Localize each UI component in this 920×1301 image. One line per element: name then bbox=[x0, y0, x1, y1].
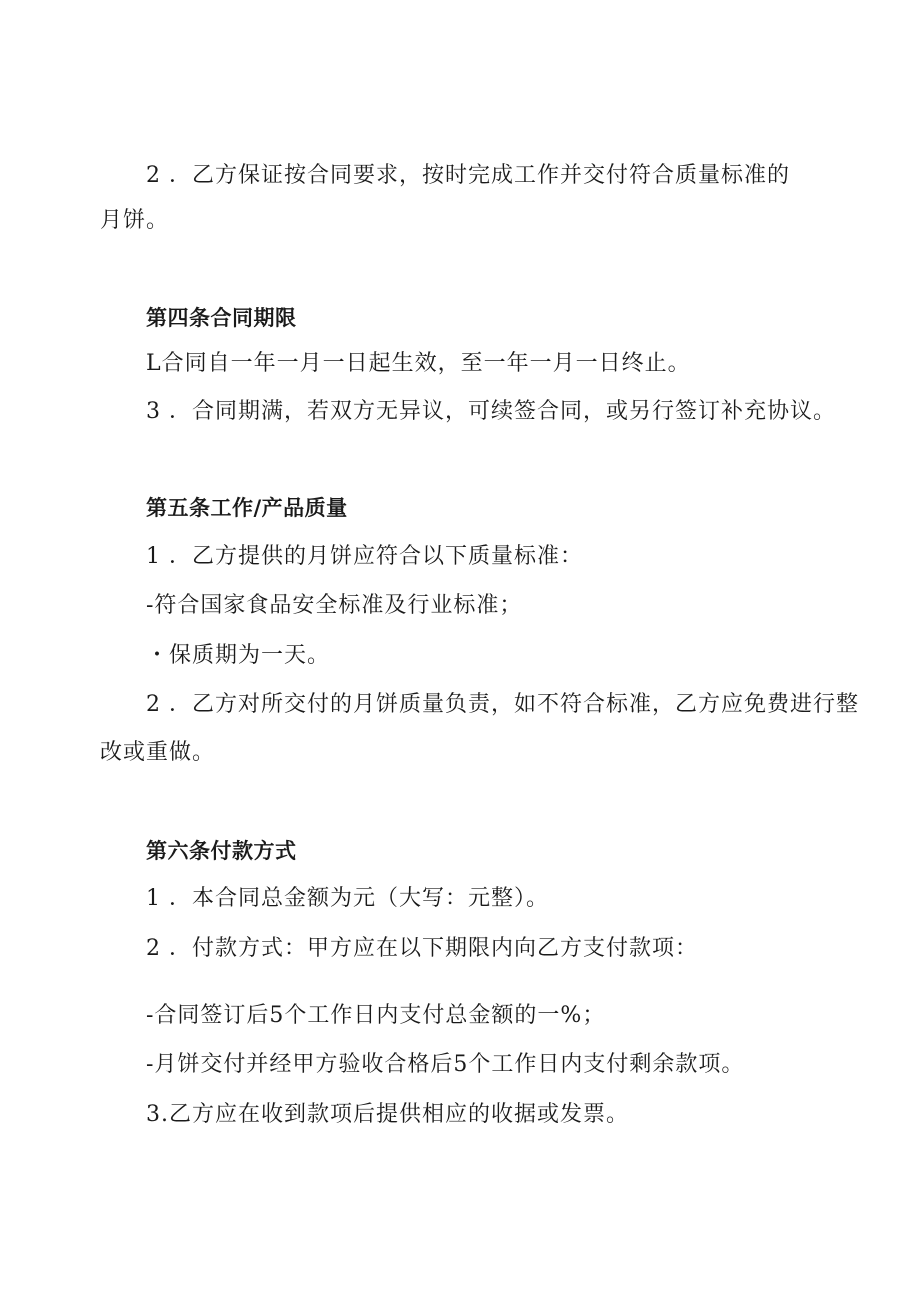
clause-5-bullet-1: -符合国家食品安全标准及行业标准； bbox=[146, 593, 523, 618]
clause-4-heading: 第四条合同期限 bbox=[146, 306, 297, 330]
clause-3-item-2-line-1: 2 ．乙方保证按合同要求，按时完成工作并交付符合质量标准的 bbox=[146, 163, 790, 188]
clause-5-heading: 第五条工作/产品质量 bbox=[146, 496, 348, 520]
clause-4-item-1: L合同自一年一月一日起生效，至一年一月一日终止。 bbox=[146, 351, 691, 376]
clause-6-bullet-2: -月饼交付并经甲方验收合格后5个工作日内支付剩余款项。 bbox=[146, 1052, 745, 1077]
clause-5-item-2-line-2: 改或重做。 bbox=[100, 740, 216, 765]
clause-6-item-1: 1 ．本合同总金额为元（大写：元整）。 bbox=[146, 886, 549, 911]
clause-6-item-3: 3.乙方应在收到款项后提供相应的收据或发票。 bbox=[146, 1102, 629, 1127]
clause-3-item-2-line-2: 月饼。 bbox=[100, 208, 170, 233]
clause-4-item-3: 3 ．合同期满，若双方无异议，可续签合同，或另行签订补充协议。 bbox=[146, 399, 836, 424]
clause-6-heading: 第六条付款方式 bbox=[146, 839, 297, 863]
clause-5-item-1: 1 ．乙方提供的月饼应符合以下质量标准： bbox=[146, 544, 583, 569]
clause-6-item-2: 2 ．付款方式：甲方应在以下期限内向乙方支付款项： bbox=[146, 936, 698, 961]
clause-5-bullet-2: ・保质期为一天。 bbox=[146, 643, 331, 668]
clause-5-item-2-line-1: 2 ．乙方对所交付的月饼质量负责，如不符合标准，乙方应免费进行整 bbox=[146, 692, 859, 717]
clause-6-bullet-1: -合同签订后5个工作日内支付总金额的一%； bbox=[146, 1003, 606, 1028]
